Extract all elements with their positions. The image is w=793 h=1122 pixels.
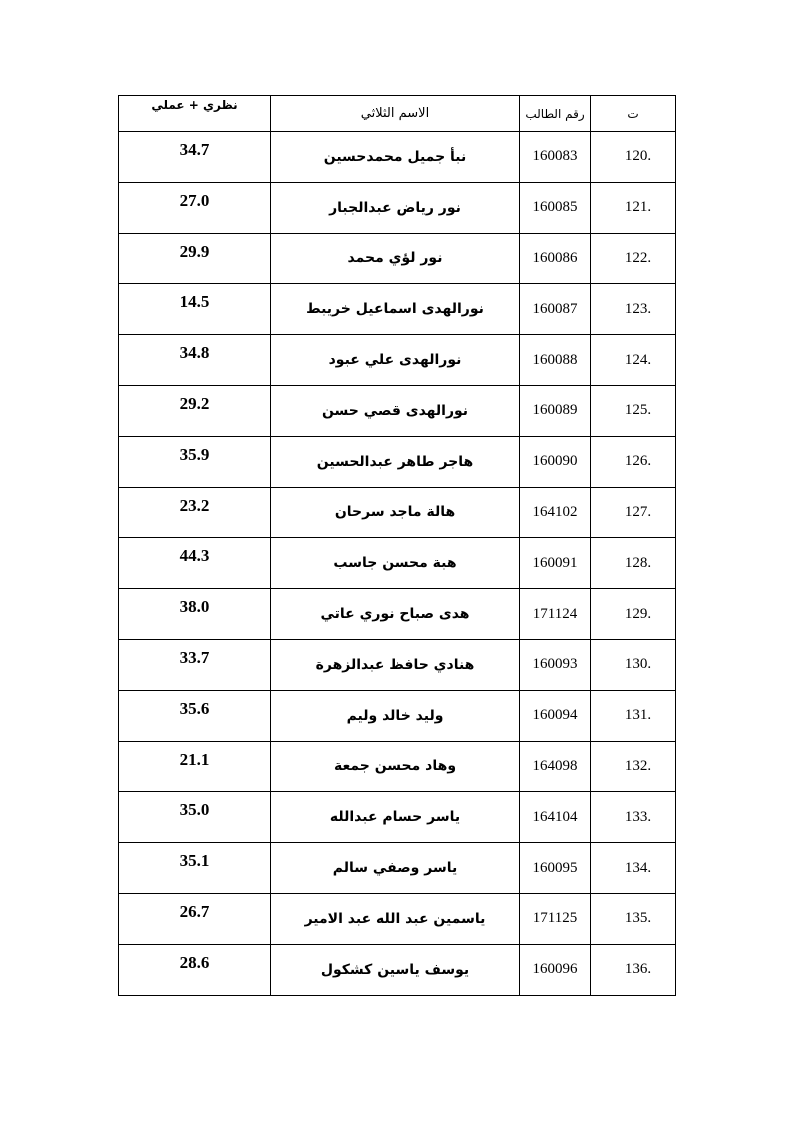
student-name-cell: نبأ جميل محمدحسين: [271, 132, 520, 183]
grades-table: [118, 95, 676, 996]
student-id-cell: 160090: [520, 436, 591, 487]
student-name-cell: نورالهدى قصي حسن: [271, 385, 520, 436]
student-name-cell: ياسر وصفي سالم: [271, 843, 520, 894]
student-name-cell: هالة ماجد سرحان: [271, 487, 520, 538]
header-index: ت: [591, 96, 676, 132]
table-row: [119, 436, 676, 487]
student-id-cell: 171125: [520, 893, 591, 944]
score-cell: 34.8: [119, 335, 271, 386]
table-row: [119, 843, 676, 894]
row-index-cell: 125.: [591, 385, 676, 436]
row-index-cell: 121.: [591, 182, 676, 233]
row-index-cell: 130.: [591, 639, 676, 690]
score-cell: 21.1: [119, 741, 271, 792]
score-cell: 14.5: [119, 284, 271, 335]
table-row: [119, 944, 676, 995]
student-id-cell: 160083: [520, 132, 591, 183]
student-id-cell: 160088: [520, 335, 591, 386]
score-cell: 28.6: [119, 944, 271, 995]
table-row: [119, 690, 676, 741]
row-index-cell: 132.: [591, 741, 676, 792]
table-row: [119, 792, 676, 843]
row-index-cell: 124.: [591, 335, 676, 386]
table-row: [119, 538, 676, 589]
student-id-cell: 164098: [520, 741, 591, 792]
table-row: [119, 233, 676, 284]
table-row: [119, 741, 676, 792]
row-index-cell: 133.: [591, 792, 676, 843]
table-row: [119, 893, 676, 944]
student-name-cell: نورالهدى اسماعيل خريبط: [271, 284, 520, 335]
table-row: [119, 284, 676, 335]
student-id-cell: 171124: [520, 589, 591, 640]
table-row: [119, 487, 676, 538]
student-name-cell: هنادي حافظ عبدالزهرة: [271, 639, 520, 690]
row-index-cell: 120.: [591, 132, 676, 183]
score-cell: 27.0: [119, 182, 271, 233]
table-row: [119, 385, 676, 436]
score-cell: 29.9: [119, 233, 271, 284]
score-cell: 35.6: [119, 690, 271, 741]
student-name-cell: نورالهدى علي عبود: [271, 335, 520, 386]
row-index-cell: 128.: [591, 538, 676, 589]
score-cell: 29.2: [119, 385, 271, 436]
student-name-cell: ياسر حسام عبدالله: [271, 792, 520, 843]
table-row: [119, 182, 676, 233]
student-name-cell: هبة محسن جاسب: [271, 538, 520, 589]
row-index-cell: 123.: [591, 284, 676, 335]
student-id-cell: 160086: [520, 233, 591, 284]
row-index-cell: 122.: [591, 233, 676, 284]
table-row: [119, 335, 676, 386]
row-index-cell: 126.: [591, 436, 676, 487]
row-index-cell: 127.: [591, 487, 676, 538]
table-row: [119, 132, 676, 183]
score-cell: 23.2: [119, 487, 271, 538]
score-cell: 44.3: [119, 538, 271, 589]
student-id-cell: 160089: [520, 385, 591, 436]
table-row: [119, 639, 676, 690]
header-row: [119, 96, 676, 132]
student-name-cell: هاجر طاهر عبدالحسين: [271, 436, 520, 487]
row-index-cell: 135.: [591, 893, 676, 944]
table-row: [119, 589, 676, 640]
student-id-cell: 160094: [520, 690, 591, 741]
score-cell: 35.0: [119, 792, 271, 843]
score-cell: 35.1: [119, 843, 271, 894]
student-name-cell: نور رياض عبدالجبار: [271, 182, 520, 233]
student-id-cell: 160096: [520, 944, 591, 995]
student-id-cell: 164104: [520, 792, 591, 843]
header-student-id: رقم الطالب: [520, 96, 591, 132]
row-index-cell: 134.: [591, 843, 676, 894]
score-cell: 26.7: [119, 893, 271, 944]
score-cell: 33.7: [119, 639, 271, 690]
table-body: [119, 132, 676, 996]
table-header: [119, 96, 676, 132]
student-id-cell: 164102: [520, 487, 591, 538]
student-id-cell: 160093: [520, 639, 591, 690]
row-index-cell: 129.: [591, 589, 676, 640]
student-name-cell: وهاد محسن جمعة: [271, 741, 520, 792]
header-name: الاسم الثلاثي: [271, 96, 520, 132]
student-name-cell: ياسمين عبد الله عبد الامير: [271, 893, 520, 944]
student-id-cell: 160087: [520, 284, 591, 335]
student-id-cell: 160085: [520, 182, 591, 233]
student-name-cell: وليد خالد وليم: [271, 690, 520, 741]
student-id-cell: 160091: [520, 538, 591, 589]
student-id-cell: 160095: [520, 843, 591, 894]
student-name-cell: نور لؤي محمد: [271, 233, 520, 284]
score-cell: 38.0: [119, 589, 271, 640]
row-index-cell: 131.: [591, 690, 676, 741]
score-cell: 35.9: [119, 436, 271, 487]
student-name-cell: يوسف ياسين كشكول: [271, 944, 520, 995]
score-cell: 34.7: [119, 132, 271, 183]
header-score: نظري + عملي: [119, 96, 271, 132]
student-name-cell: هدى صباح نوري عاتي: [271, 589, 520, 640]
row-index-cell: 136.: [591, 944, 676, 995]
